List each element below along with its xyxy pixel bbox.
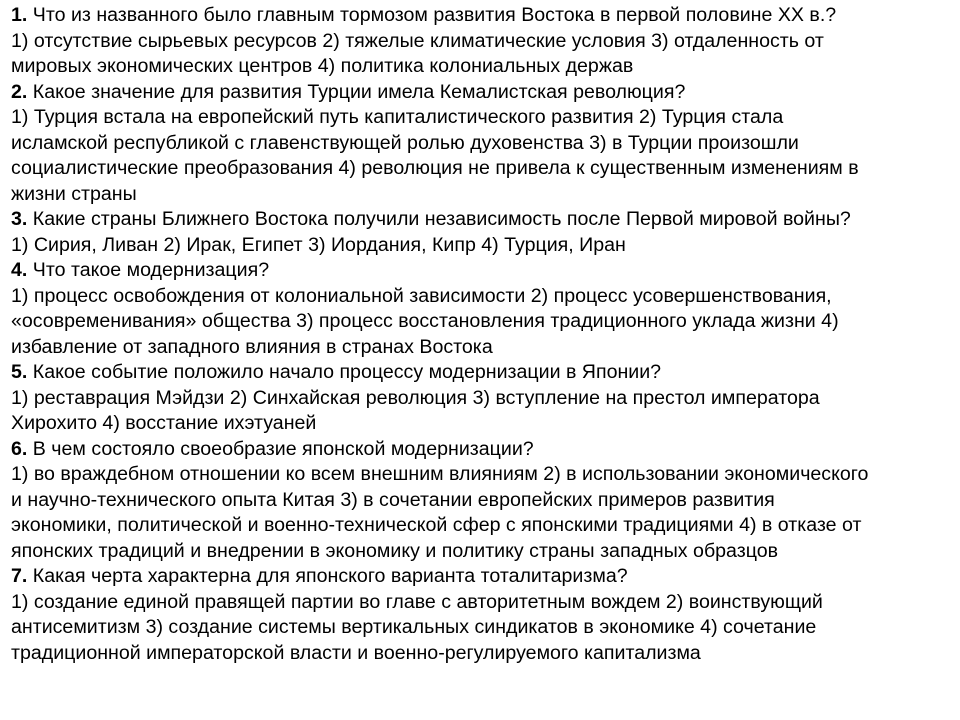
answer-line: и научно-технического опыта Китая 3) в сочетании европейских примеров развития <box>11 488 775 511</box>
question-text: Какие страны Ближнего Востока получили независимость после Первой мировой войны? <box>27 208 851 230</box>
question-7 <box>11 564 951 666</box>
question-line <box>11 564 951 590</box>
answer-line: жизни страны <box>11 182 137 205</box>
question-text: Что из названного было главным тормозом развития Востока в первой половине XX в.? <box>27 4 837 26</box>
quiz-slide <box>11 3 951 666</box>
question-line <box>11 360 951 386</box>
answer-line: социалистические преобразования 4) революция не привела к существенным изменениям в <box>11 157 859 179</box>
question-number: 3. <box>11 208 28 230</box>
answer-line: 1) реставрация Мэйдзи 2) Синхайская революция 3) вступление на престол императора <box>11 386 820 409</box>
question-text: Что такое модернизация? <box>27 259 270 281</box>
question-line <box>11 80 951 106</box>
question-5 <box>11 360 951 437</box>
question-1 <box>11 3 951 80</box>
question-6 <box>11 437 951 565</box>
answer-line: 1) создание единой правящей партии во главе с авторитетным вождем 2) воинствующий <box>11 590 823 613</box>
answer-line: 1) во враждебном отношении ко всем внешним влияниям 2) в использовании экономического <box>11 463 869 485</box>
answer-line: японских традиций и внедрении в экономику и политику страны западных образцов <box>11 539 779 562</box>
answer-line: избавление от западного влияния в странах Востока <box>11 335 493 358</box>
question-number: 5. <box>11 361 28 383</box>
question-line <box>11 3 951 29</box>
answer-line: 1) Турция встала на европейский путь капиталистического развития 2) Турция стала <box>11 106 784 128</box>
question-number: 2. <box>11 80 28 103</box>
answer-line: антисемитизм 3) создание системы вертикальных синдикатов в экономике 4) сочетание <box>11 616 817 638</box>
question-text: Какое значение для развития Турции имела Кемалистская революция? <box>27 80 686 103</box>
question-2 <box>11 80 951 208</box>
answer-line: «осовременивания» общества 3) процесс восстановления традиционного уклада жизни 4) <box>11 310 839 332</box>
answer-line: Хирохито 4) восстание ихэтуаней <box>11 412 317 434</box>
question-number: 6. <box>11 437 28 460</box>
answer-line: 1) Сирия, Ливан 2) Ирак, Египет 3) Иордания, Кипр 4) Турция, Иран <box>11 233 626 256</box>
question-number: 4. <box>11 259 28 281</box>
question-line <box>11 207 951 233</box>
question-3 <box>11 207 951 258</box>
answer-line: мировых экономических центров 4) политика колониальных держав <box>11 55 634 77</box>
answer-line: 1) отсутствие сырьевых ресурсов 2) тяжелые климатические условия 3) отдаленность от <box>11 29 824 52</box>
question-text: Какая черта характерна для японского варианта тоталитаризма? <box>27 565 628 587</box>
question-number: 7. <box>11 565 28 587</box>
question-line <box>11 437 951 463</box>
question-text: Какое событие положило начало процессу модернизации в Японии? <box>27 361 662 383</box>
question-number: 1. <box>11 4 28 26</box>
answer-line: экономики, политической и военно-технической сфер с японскими традициями 4) в отказе от <box>11 514 862 536</box>
question-4 <box>11 258 951 360</box>
question-line <box>11 258 951 284</box>
answer-line: 1) процесс освобождения от колониальной зависимости 2) процесс усовершенствования, <box>11 284 832 307</box>
answer-line: исламской республикой с главенствующей ролью духовенства 3) в Турции произошли <box>11 131 799 154</box>
answer-line: традиционной императорской власти и военно-регулируемого капитализма <box>11 641 701 664</box>
question-text: В чем состояло своеобразие японской модернизации? <box>27 437 534 460</box>
